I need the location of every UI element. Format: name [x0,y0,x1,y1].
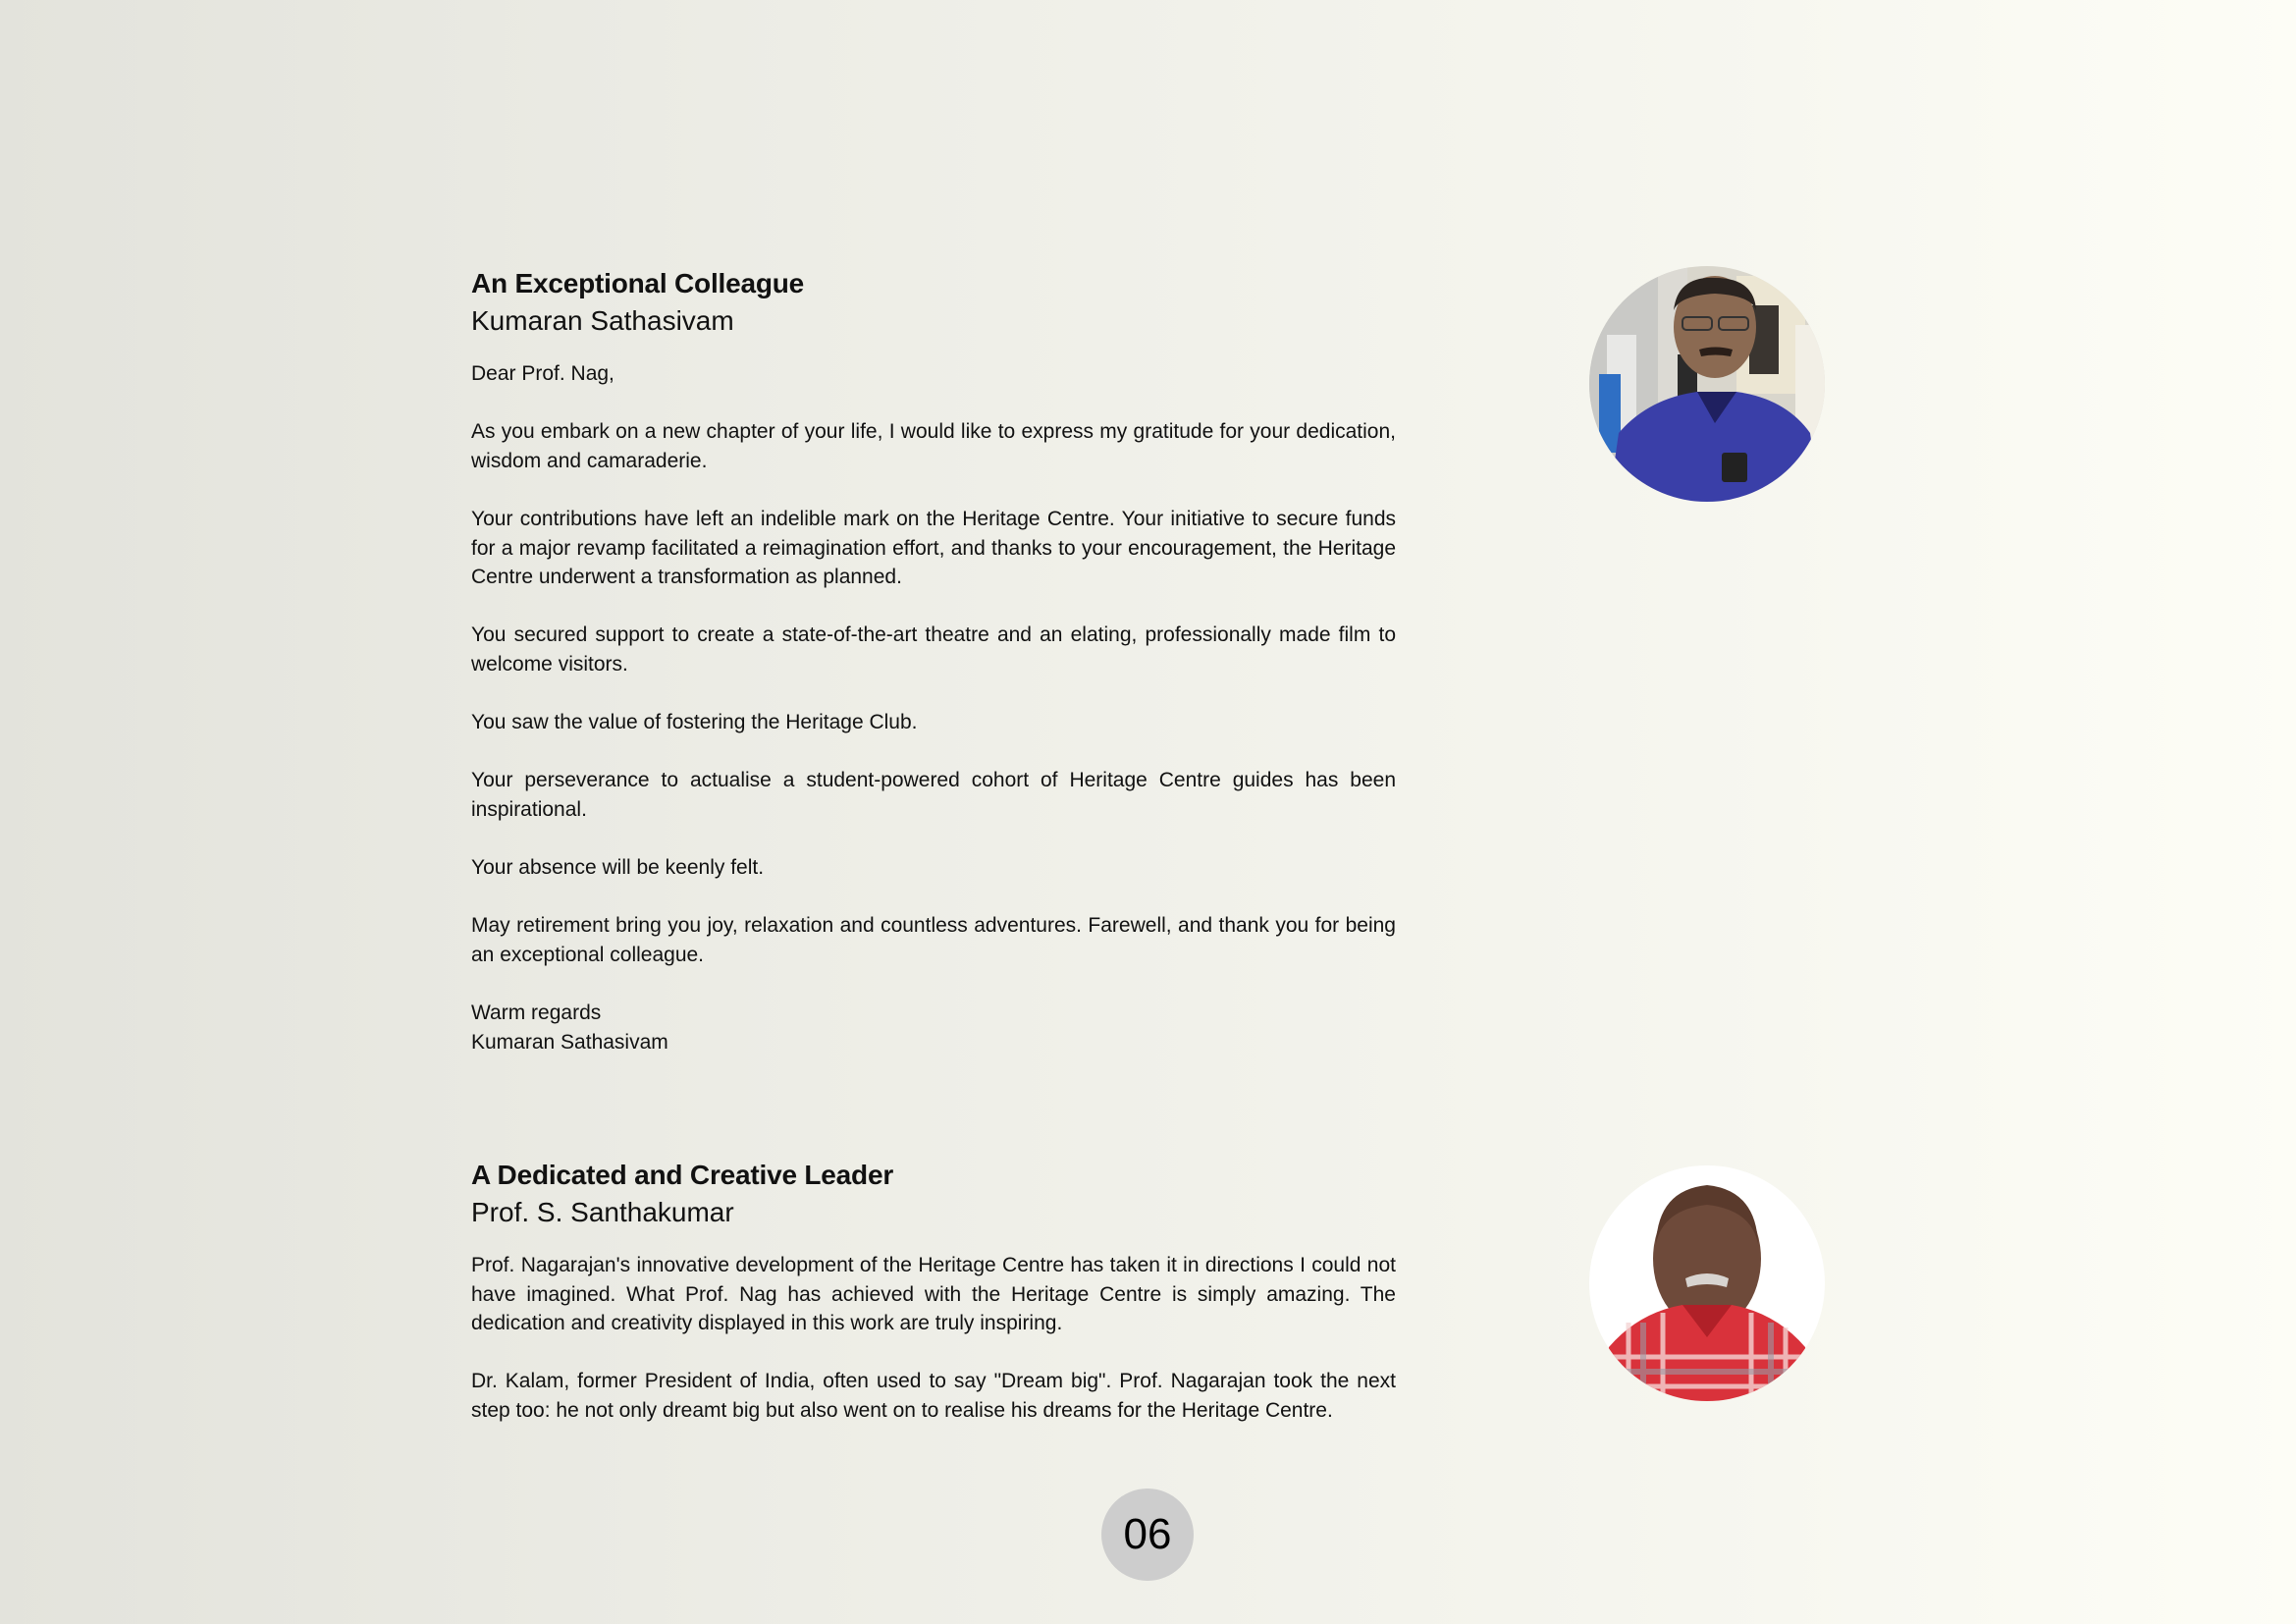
paragraph: Your contributions have left an indelible mark on the Heritage Centre. Your initiative to secure funds for a major revamp facilitated a reimagination effort, and thanks to your encouragement, the Heritage Centre underwent a transformation as planned. [471,507,1396,589]
paragraph: Prof. Nagarajan's innovative development of the Heritage Centre has taken it in directions I could not have imagined. What Prof. Nag has achieved with the Heritage Centre is simply amazing. The dedication and creativity displayed in this work are truly inspiring. [471,1254,1396,1335]
section-author: Kumaran Sathasivam [471,305,734,336]
page-number-badge: 06 [1101,1489,1194,1581]
paragraph: Dr. Kalam, former President of India, often used to say "Dream big". Prof. Nagarajan took the next step too: he not only dreamt big but also went on to realise his dreams for the Heritage Centre. [471,1370,1396,1422]
letter-body [471,359,1396,1056]
portrait-kumaran-sathasivam [1589,266,1825,502]
portrait-s-santhakumar [1589,1165,1825,1401]
paragraph: You saw the value of fostering the Heritage Club. [471,711,918,734]
letter-body [471,1251,1396,1426]
tribute-section-2 [471,1157,1396,1426]
signoff-closing: Warm regards [471,1001,602,1025]
section-title: An Exceptional Colleague [471,268,805,298]
signoff-name: Kumaran Sathasivam [471,1030,668,1054]
portrait-image [1589,1165,1825,1401]
portrait-image [1589,266,1825,502]
paragraph: May retirement bring you joy, relaxation and countless adventures. Farewell, and thank you for being an exceptional colleague. [471,914,1396,966]
section-title: A Dedicated and Creative Leader [471,1160,894,1190]
paragraph: Your perseverance to actualise a student-powered cohort of Heritage Centre guides has been inspirational. [471,769,1396,821]
salutation: Dear Prof. Nag, [471,362,614,385]
paragraph: You secured support to create a state-of-the-art theatre and an elating, professionally made film to welcome visitors. [471,623,1396,676]
section-author: Prof. S. Santhakumar [471,1197,734,1227]
tribute-section-1 [471,265,1396,1056]
paragraph: As you embark on a new chapter of your life, I would like to express my gratitude for your dedication, wisdom and camaraderie. [471,420,1396,472]
paragraph: Your absence will be keenly felt. [471,856,765,880]
